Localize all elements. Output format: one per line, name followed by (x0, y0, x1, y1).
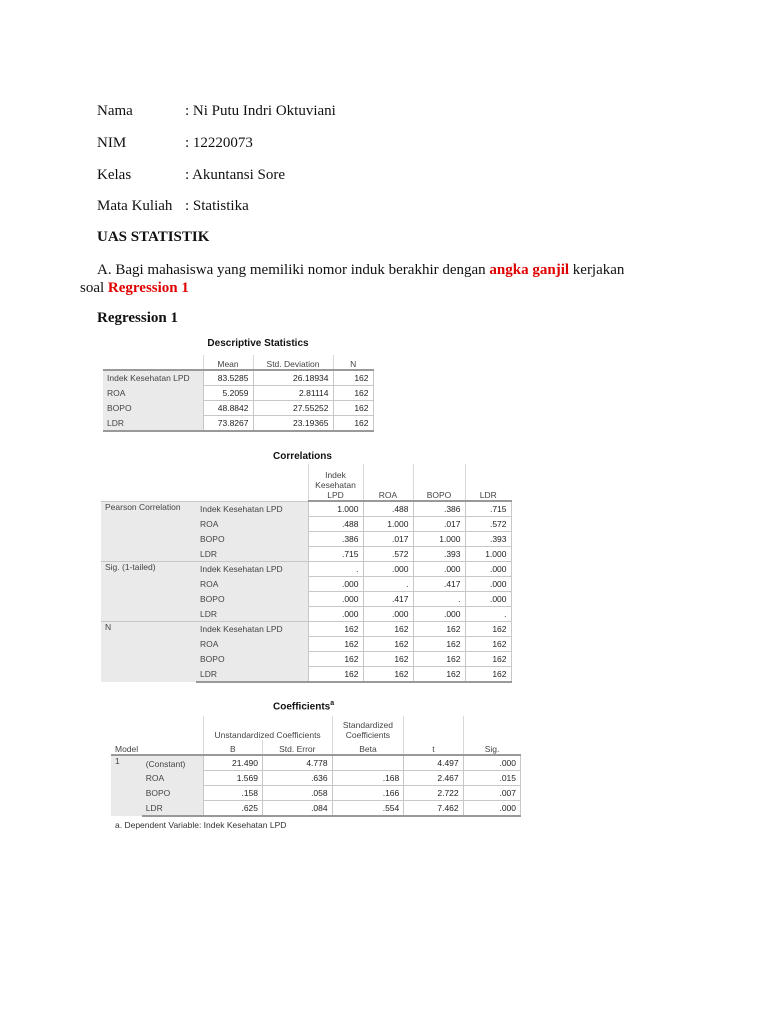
table-row (103, 401, 373, 416)
table-cell: .166 (332, 786, 404, 801)
row-label: ROA (142, 771, 203, 786)
row-label: Indek Kesehatan LPD (196, 622, 308, 637)
coefficients-header: Sig. (463, 740, 520, 755)
group-label: N (101, 622, 196, 683)
row-label: LDR (196, 667, 308, 683)
table-cell: 27.55252 (253, 401, 333, 416)
table-row (111, 755, 521, 771)
table-cell: .017 (413, 517, 465, 532)
correlations-header: ROA (363, 464, 413, 501)
row-label: Indek Kesehatan LPD (103, 370, 203, 386)
row-label: ROA (103, 386, 203, 401)
table-cell: .000 (465, 592, 511, 607)
model-number: 1 (111, 755, 142, 816)
coefficients-group-std: Standardized Coefficients (332, 716, 404, 740)
row-label: Indek Kesehatan LPD (196, 562, 308, 577)
identity-label-nama: Nama (97, 103, 133, 119)
row-label: LDR (103, 416, 203, 432)
group-label: Sig. (1-tailed) (101, 562, 196, 622)
instruction-paragraph (80, 261, 680, 297)
coefficients-header: B (203, 740, 262, 755)
row-label: BOPO (142, 786, 203, 801)
table-cell: . (413, 592, 465, 607)
row-label: BOPO (103, 401, 203, 416)
instruction-highlight-regression: Regression 1 (107, 280, 189, 296)
identity-value-nim: : 12220073 (185, 135, 253, 151)
coefficients-header-model: Model (115, 744, 139, 755)
table-cell: .168 (332, 771, 404, 786)
correlations-header-row (101, 464, 511, 501)
table-cell: 1.000 (308, 501, 363, 517)
table-cell: 162 (363, 637, 413, 652)
table-cell: 2.467 (404, 771, 463, 786)
table-cell: .488 (308, 517, 363, 532)
table-cell: .000 (465, 562, 511, 577)
coefficients-header: t (404, 740, 463, 755)
table-cell: 4.778 (263, 755, 333, 771)
table-cell: 162 (413, 637, 465, 652)
coefficients-header-blank (463, 716, 520, 740)
identity-label-nim: NIM (97, 135, 127, 151)
table-cell: 162 (333, 370, 373, 386)
table-cell: 73.8267 (203, 416, 253, 432)
descriptive-header: Mean (203, 355, 253, 370)
coefficients-table (111, 700, 521, 830)
table-cell: .084 (263, 801, 333, 817)
descriptive-header: N (333, 355, 373, 370)
instruction-text: kerjakan (569, 262, 625, 278)
table-row (101, 562, 511, 577)
table-cell: .715 (465, 501, 511, 517)
table-cell: .417 (413, 577, 465, 592)
table-cell: .000 (308, 592, 363, 607)
table-cell: .636 (263, 771, 333, 786)
table-row (111, 801, 521, 817)
table-cell: 23.19365 (253, 416, 333, 432)
table-cell: 162 (308, 622, 363, 637)
table-cell: 5.2059 (203, 386, 253, 401)
table-cell: 1.000 (413, 532, 465, 547)
table-cell: .017 (363, 532, 413, 547)
row-label: ROA (196, 517, 308, 532)
table-cell: . (465, 607, 511, 622)
table-cell: .000 (463, 801, 520, 817)
table-cell: 162 (363, 622, 413, 637)
identity-label-kelas: Kelas (97, 167, 132, 183)
table-cell: .000 (363, 607, 413, 622)
table-cell: .058 (263, 786, 333, 801)
coefficients-group-row (111, 716, 521, 740)
table-cell: .572 (465, 517, 511, 532)
table-cell: 83.5285 (203, 370, 253, 386)
row-label: LDR (196, 607, 308, 622)
identity-label-matkul: Mata Kuliah (97, 198, 173, 214)
coefficients-body (111, 755, 521, 816)
table-cell: .386 (413, 501, 465, 517)
table-row (101, 622, 511, 637)
table-cell (332, 755, 404, 771)
row-label: BOPO (196, 532, 308, 547)
instruction-line-1 (80, 261, 680, 279)
coefficients-footnote: a. Dependent Variable: Indek Kesehatan LPD (115, 820, 287, 831)
descriptive-title: Descriptive Statistics (207, 338, 309, 349)
table-cell: .007 (463, 786, 520, 801)
correlations-header: Indek Kesehatan LPD (308, 464, 363, 501)
table-cell: 162 (363, 667, 413, 683)
instruction-text: A. Bagi mahasiswa yang memiliki nomor induk berakhir dengan (97, 262, 490, 278)
table-cell: 162 (308, 637, 363, 652)
table-cell: .417 (363, 592, 413, 607)
correlations-header: LDR (465, 464, 511, 501)
table-cell: .386 (308, 532, 363, 547)
table-cell: 162 (308, 667, 363, 683)
coefficients-header-row (111, 740, 521, 755)
table-cell: .000 (465, 577, 511, 592)
coefficients-grid (111, 716, 521, 817)
table-cell: 162 (413, 667, 465, 683)
table-cell: . (363, 577, 413, 592)
table-cell: .000 (413, 562, 465, 577)
correlations-title: Correlations (273, 451, 332, 462)
correlations-body (101, 501, 511, 682)
coefficients-superscript: a (330, 700, 335, 707)
table-cell: .488 (363, 501, 413, 517)
coefficients-header: Std. Error (263, 740, 333, 755)
table-cell: 48.8842 (203, 401, 253, 416)
descriptive-header-blank (103, 355, 203, 370)
table-cell: .554 (332, 801, 404, 817)
table-cell: 162 (333, 386, 373, 401)
table-cell: 4.497 (404, 755, 463, 771)
correlations-header-blank (101, 464, 196, 501)
table-cell: 162 (333, 416, 373, 432)
table-cell: .625 (203, 801, 262, 817)
instruction-text: soal (80, 280, 108, 296)
correlations-header-blank (196, 464, 308, 501)
table-cell: 162 (308, 652, 363, 667)
table-cell: .572 (363, 547, 413, 562)
coefficients-header-blank (111, 716, 142, 740)
table-cell: .393 (465, 532, 511, 547)
row-label: (Constant) (142, 755, 203, 771)
identity-value-kelas: : Akuntansi Sore (185, 167, 285, 183)
table-cell: .393 (413, 547, 465, 562)
table-cell: .000 (308, 577, 363, 592)
table-row (103, 416, 373, 432)
coefficients-group-unstd: Unstandardized Coefficients (203, 716, 332, 740)
correlations-grid (101, 464, 512, 683)
table-cell: 21.490 (203, 755, 262, 771)
table-row (111, 786, 521, 801)
descriptive-grid (103, 355, 374, 432)
table-cell: .000 (463, 755, 520, 771)
table-cell: . (308, 562, 363, 577)
row-label: LDR (142, 801, 203, 817)
coefficients-title-wrap (111, 700, 521, 712)
identity-value-matkul: : Statistika (185, 198, 249, 214)
table-row (101, 501, 511, 517)
table-cell: 162 (333, 401, 373, 416)
table-cell: 162 (363, 652, 413, 667)
correlations-header: BOPO (413, 464, 465, 501)
instruction-line-2 (80, 279, 680, 297)
table-cell: .158 (203, 786, 262, 801)
table-cell: 2.81114 (253, 386, 333, 401)
table-cell: 1.569 (203, 771, 262, 786)
identity-value-nama: : Ni Putu Indri Oktuviani (185, 103, 336, 119)
table-cell: .715 (308, 547, 363, 562)
table-row (103, 370, 373, 386)
coefficients-title: Coefficients (273, 701, 331, 713)
row-label: Indek Kesehatan LPD (196, 501, 308, 517)
exam-title: UAS STATISTIK (97, 229, 210, 245)
row-label: ROA (196, 637, 308, 652)
descriptive-statistics-table (103, 338, 373, 432)
table-cell: 162 (465, 652, 511, 667)
coefficients-header-blank (142, 716, 203, 740)
row-label: ROA (196, 577, 308, 592)
table-cell: 162 (413, 652, 465, 667)
row-label: BOPO (196, 652, 308, 667)
row-label: LDR (196, 547, 308, 562)
table-cell: .015 (463, 771, 520, 786)
section-title: Regression 1 (97, 310, 178, 326)
descriptive-body (103, 370, 373, 431)
instruction-highlight-odd: angka ganjil (489, 262, 570, 278)
correlations-table (101, 451, 511, 683)
table-cell: 1.000 (465, 547, 511, 562)
table-cell: 162 (413, 622, 465, 637)
table-cell: 162 (465, 622, 511, 637)
table-cell: .000 (363, 562, 413, 577)
table-row (103, 386, 373, 401)
table-cell: .000 (413, 607, 465, 622)
table-cell: 7.462 (404, 801, 463, 817)
descriptive-header: Std. Deviation (253, 355, 333, 370)
table-cell: 26.18934 (253, 370, 333, 386)
table-cell: 2.722 (404, 786, 463, 801)
coefficients-header: Beta (332, 740, 404, 755)
descriptive-header-row (103, 355, 373, 370)
row-label: BOPO (196, 592, 308, 607)
table-cell: 162 (465, 667, 511, 683)
coefficients-header-blank (404, 716, 463, 740)
table-cell: .000 (308, 607, 363, 622)
table-row (111, 771, 521, 786)
group-label: Pearson Correlation (101, 501, 196, 562)
table-cell: 1.000 (363, 517, 413, 532)
coefficients-header-blank (142, 740, 203, 755)
table-cell: 162 (465, 637, 511, 652)
